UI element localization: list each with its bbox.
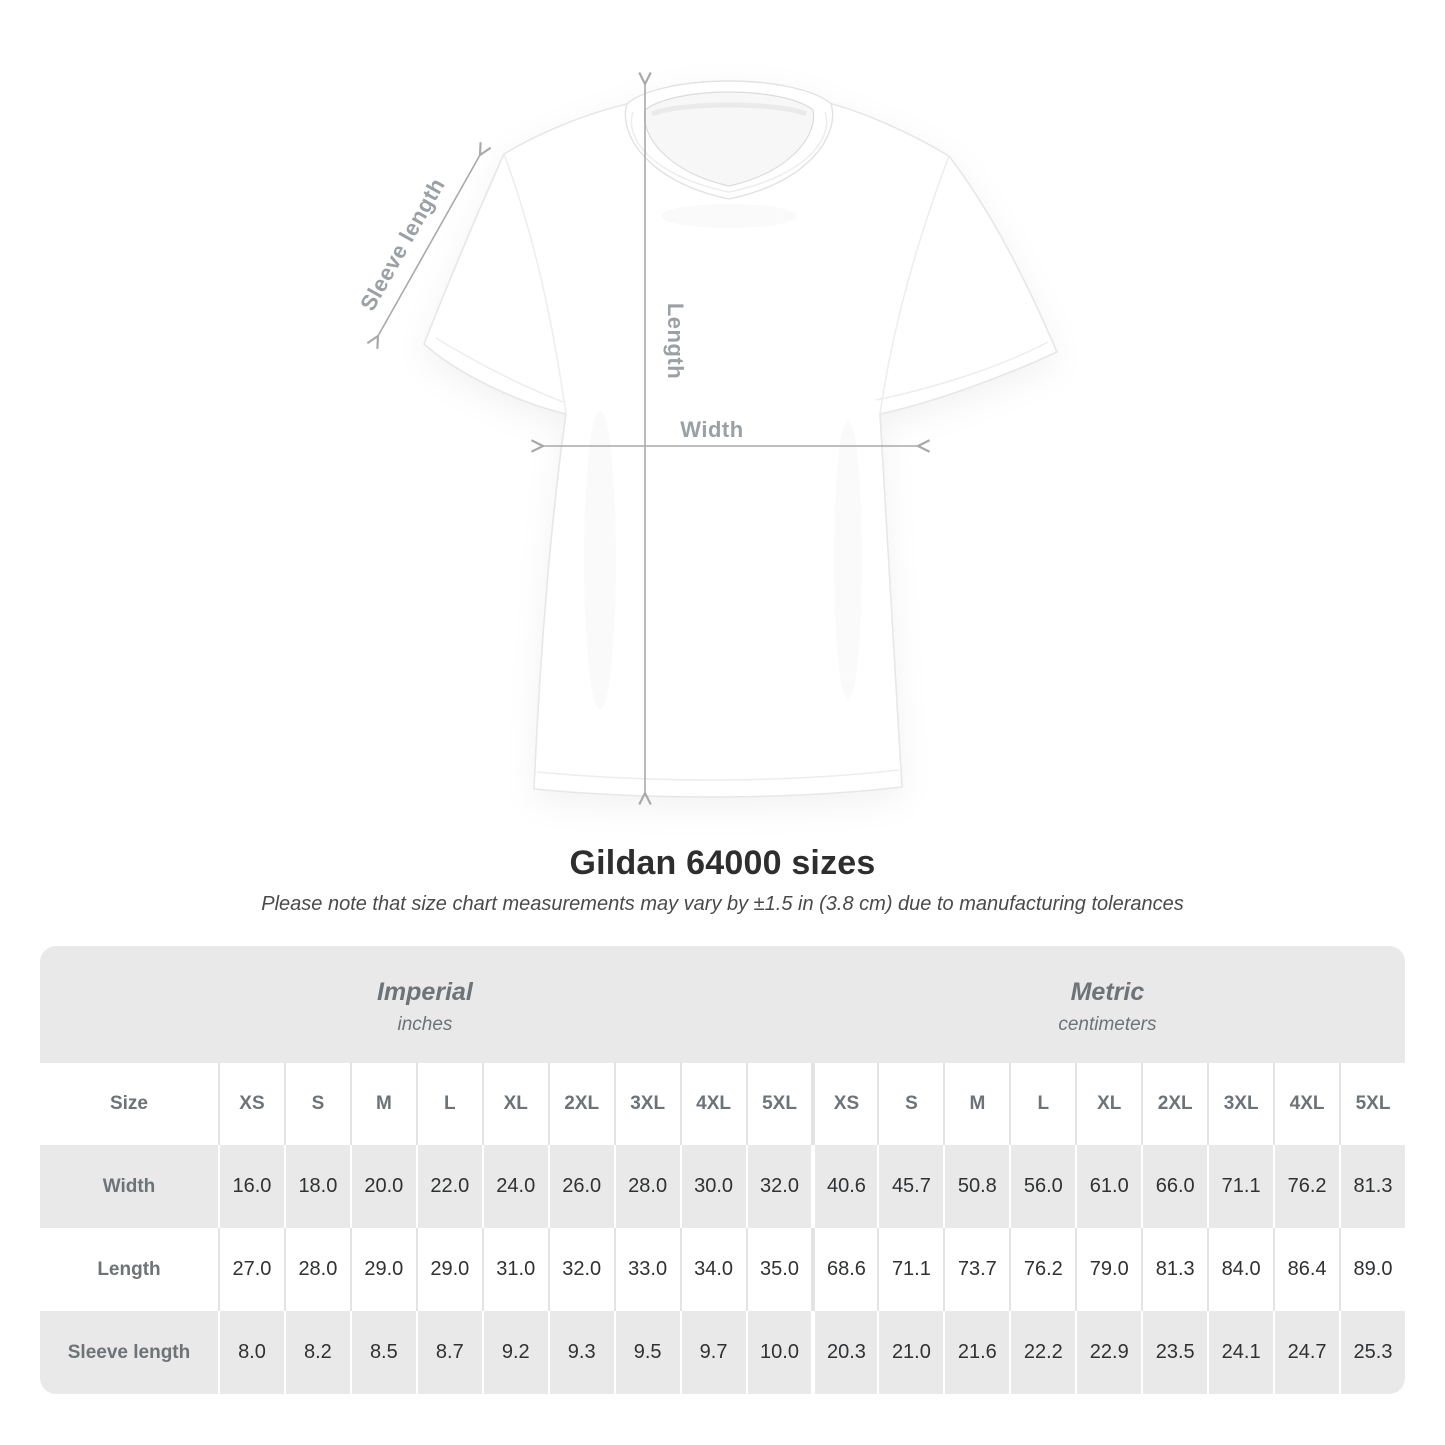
- value-cell-text: 30.0: [694, 1175, 734, 1197]
- size-column-header: [1075, 1063, 1141, 1145]
- value-cell: [548, 1311, 614, 1394]
- value-cell: [943, 1311, 1009, 1394]
- value-cell-text: 32.0: [562, 1258, 602, 1280]
- value-cell: [1075, 1228, 1141, 1311]
- row-label-cell: [40, 1228, 218, 1311]
- size-column-header: [811, 1063, 877, 1145]
- width-label: Width: [680, 417, 744, 442]
- value-cell-text: 24.0: [496, 1175, 536, 1197]
- size-column-header-text: 4XL: [1289, 1093, 1325, 1114]
- table-row: [40, 1311, 1405, 1394]
- size-column-header: [746, 1063, 812, 1145]
- value-cell: [680, 1145, 746, 1228]
- value-cell: [1075, 1311, 1141, 1394]
- value-cell: [548, 1228, 614, 1311]
- value-cell: [284, 1228, 350, 1311]
- value-cell: [350, 1311, 416, 1394]
- value-cell: [218, 1311, 284, 1394]
- value-cell-text: 50.8: [957, 1175, 997, 1197]
- value-cell: [943, 1145, 1009, 1228]
- value-cell: [482, 1145, 548, 1228]
- value-cell: [1009, 1145, 1075, 1228]
- table-row: [40, 1228, 1405, 1311]
- value-cell-text: 81.3: [1353, 1175, 1393, 1197]
- unit-group-imperial: [40, 946, 810, 1063]
- value-cell-text: 81.3: [1155, 1258, 1195, 1280]
- size-column-header-text: XL: [1097, 1093, 1122, 1114]
- value-cell-text: 22.9: [1089, 1341, 1129, 1363]
- value-cell: [218, 1228, 284, 1311]
- value-cell: [811, 1145, 877, 1228]
- value-cell-text: 34.0: [694, 1258, 734, 1280]
- value-cell: [1207, 1228, 1273, 1311]
- size-column-header: [943, 1063, 1009, 1145]
- size-column-header-text: 5XL: [762, 1093, 797, 1114]
- value-cell-text: 9.3: [567, 1341, 596, 1363]
- row-label-cell-text: Width: [102, 1175, 156, 1197]
- value-cell: [614, 1311, 680, 1394]
- value-cell: [746, 1228, 812, 1311]
- value-cell: [1339, 1145, 1405, 1228]
- value-cell-text: 27.0: [232, 1258, 272, 1280]
- value-cell: [1009, 1228, 1075, 1311]
- value-cell-text: 89.0: [1353, 1258, 1393, 1280]
- value-cell: [416, 1311, 482, 1394]
- value-cell-text: 21.0: [891, 1341, 931, 1363]
- size-column-header-text: 2XL: [564, 1093, 600, 1114]
- size-column-header-text: 4XL: [696, 1093, 731, 1114]
- value-cell-text: 40.6: [826, 1175, 866, 1197]
- row-label-cell: [40, 1145, 218, 1228]
- value-cell-text: 33.0: [628, 1258, 668, 1280]
- row-label-cell-text: Sleeve length: [67, 1341, 191, 1363]
- value-cell-text: 8.7: [435, 1341, 464, 1363]
- value-cell-text: 8.0: [238, 1341, 266, 1363]
- value-cell-text: 23.5: [1155, 1341, 1195, 1363]
- value-cell: [1273, 1311, 1339, 1394]
- value-cell: [284, 1311, 350, 1394]
- size-column-header-text: XL: [503, 1093, 528, 1114]
- size-column-header-text: XS: [239, 1093, 265, 1114]
- size-column-header: [1141, 1063, 1207, 1145]
- value-cell-text: 79.0: [1089, 1258, 1129, 1280]
- size-column-header-text: S: [311, 1093, 325, 1114]
- value-cell: [1207, 1311, 1273, 1394]
- value-cell: [877, 1311, 943, 1394]
- table-row: [40, 1063, 1405, 1145]
- size-column-header: [1207, 1063, 1273, 1145]
- value-cell-text: 68.6: [826, 1258, 866, 1280]
- value-cell-text: 18.0: [298, 1175, 338, 1197]
- value-cell-text: 32.0: [760, 1175, 799, 1197]
- metric-unit: centimeters: [1058, 1013, 1157, 1035]
- value-cell-text: 22.2: [1023, 1341, 1063, 1363]
- value-cell: [943, 1228, 1009, 1311]
- value-cell-text: 10.0: [760, 1341, 799, 1363]
- size-column-header: [218, 1063, 284, 1145]
- value-cell: [1141, 1145, 1207, 1228]
- value-cell: [1141, 1228, 1207, 1311]
- value-cell-text: 24.7: [1287, 1341, 1327, 1363]
- value-cell-text: 86.4: [1287, 1258, 1327, 1280]
- value-cell-text: 22.0: [430, 1175, 470, 1197]
- value-cell: [1075, 1145, 1141, 1228]
- value-cell-text: 9.7: [699, 1341, 728, 1363]
- value-cell: [811, 1311, 877, 1394]
- value-cell: [877, 1145, 943, 1228]
- value-cell: [1273, 1228, 1339, 1311]
- imperial-title: Imperial: [376, 977, 473, 1006]
- size-column-header: [350, 1063, 416, 1145]
- value-cell: [746, 1145, 812, 1228]
- value-cell-text: 73.7: [957, 1258, 997, 1280]
- value-cell-text: 31.0: [496, 1258, 536, 1280]
- size-column-header-text: L: [1037, 1093, 1050, 1114]
- value-cell: [416, 1145, 482, 1228]
- value-cell: [350, 1145, 416, 1228]
- value-cell-text: 45.7: [891, 1175, 931, 1197]
- value-cell: [1339, 1228, 1405, 1311]
- imperial-unit: inches: [397, 1013, 453, 1035]
- size-column-header-text: 3XL: [1223, 1093, 1259, 1114]
- page-title: Gildan 64000 sizes: [569, 844, 876, 882]
- value-cell-text: 61.0: [1089, 1175, 1129, 1197]
- size-column-header: [1009, 1063, 1075, 1145]
- metric-title: Metric: [1070, 977, 1145, 1006]
- size-column-header-text: XS: [833, 1093, 860, 1114]
- value-cell-text: 9.5: [633, 1341, 662, 1363]
- value-cell-text: 29.0: [364, 1258, 404, 1280]
- size-header-cell-text: Size: [109, 1093, 149, 1114]
- value-cell-text: 20.3: [826, 1341, 866, 1363]
- size-column-header-text: 2XL: [1157, 1093, 1193, 1114]
- size-column-header-text: M: [969, 1093, 986, 1114]
- size-column-header: [680, 1063, 746, 1145]
- value-cell-text: 8.5: [369, 1341, 398, 1363]
- size-column-header-text: L: [443, 1093, 456, 1114]
- size-column-header-text: S: [905, 1093, 918, 1114]
- value-cell-text: 71.1: [1221, 1175, 1261, 1197]
- size-column-header-text: M: [375, 1093, 392, 1114]
- value-cell: [614, 1145, 680, 1228]
- value-cell: [218, 1145, 284, 1228]
- value-cell-text: 76.2: [1023, 1258, 1063, 1280]
- size-column-header: [1339, 1063, 1405, 1145]
- value-cell-text: 20.0: [364, 1175, 404, 1197]
- size-table-rows: [40, 1063, 1405, 1394]
- size-table: [40, 946, 1405, 1394]
- sleeve-length-label: Sleeve length: [355, 173, 450, 316]
- value-cell: [811, 1228, 877, 1311]
- value-cell: [1009, 1311, 1075, 1394]
- value-cell-text: 28.0: [298, 1258, 338, 1280]
- table-row: [40, 1145, 1405, 1228]
- length-label: Length: [663, 302, 688, 380]
- value-cell-text: 25.3: [1353, 1341, 1393, 1363]
- size-header-cell: [40, 1063, 218, 1145]
- value-cell: [350, 1228, 416, 1311]
- value-cell: [746, 1311, 812, 1394]
- value-cell: [284, 1145, 350, 1228]
- value-cell-text: 35.0: [760, 1258, 799, 1280]
- value-cell-text: 76.2: [1287, 1175, 1327, 1197]
- size-column-header: [1273, 1063, 1339, 1145]
- size-column-header: [416, 1063, 482, 1145]
- size-column-header-text: 5XL: [1355, 1093, 1391, 1114]
- size-column-header: [548, 1063, 614, 1145]
- size-column-header: [877, 1063, 943, 1145]
- value-cell-text: 56.0: [1023, 1175, 1063, 1197]
- value-cell-text: 16.0: [232, 1175, 272, 1197]
- unit-header-band: [40, 946, 1405, 1063]
- size-column-header: [284, 1063, 350, 1145]
- value-cell-text: 84.0: [1221, 1258, 1261, 1280]
- value-cell: [680, 1228, 746, 1311]
- value-cell: [416, 1228, 482, 1311]
- value-cell: [614, 1228, 680, 1311]
- value-cell: [482, 1228, 548, 1311]
- value-cell-text: 28.0: [628, 1175, 668, 1197]
- value-cell-text: 24.1: [1221, 1341, 1261, 1363]
- value-cell: [482, 1311, 548, 1394]
- row-label-cell-text: Length: [97, 1258, 161, 1280]
- value-cell: [1207, 1145, 1273, 1228]
- unit-group-metric: [810, 946, 1405, 1063]
- size-column-header: [482, 1063, 548, 1145]
- value-cell-text: 71.1: [891, 1258, 931, 1280]
- size-column-header: [614, 1063, 680, 1145]
- value-cell: [877, 1228, 943, 1311]
- value-cell-text: 9.2: [501, 1341, 530, 1363]
- value-cell: [548, 1145, 614, 1228]
- value-cell-text: 29.0: [430, 1258, 470, 1280]
- value-cell-text: 66.0: [1155, 1175, 1195, 1197]
- size-column-header-text: 3XL: [630, 1093, 666, 1114]
- value-cell-text: 26.0: [562, 1175, 602, 1197]
- value-cell-text: 8.2: [304, 1341, 332, 1363]
- value-cell: [680, 1311, 746, 1394]
- tolerance-note: Please note that size chart measurements may vary by ±1.5 in (3.8 cm) due to manufacturing tolerances: [261, 893, 1184, 915]
- row-label-cell: [40, 1311, 218, 1394]
- value-cell: [1273, 1145, 1339, 1228]
- value-cell-text: 21.6: [957, 1341, 997, 1363]
- value-cell: [1141, 1311, 1207, 1394]
- value-cell: [1339, 1311, 1405, 1394]
